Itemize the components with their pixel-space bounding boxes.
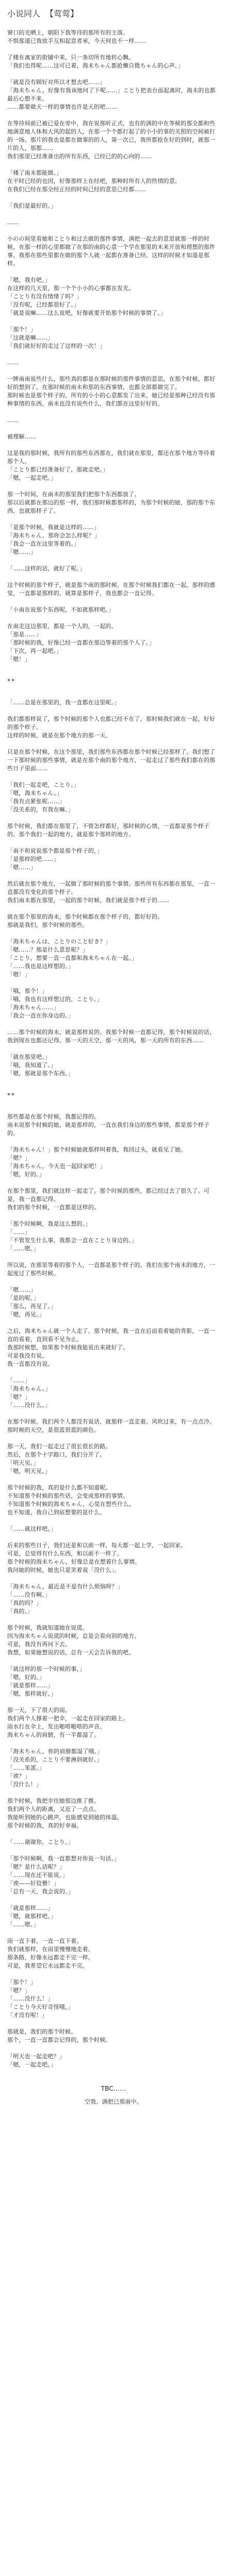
dialog-block: 「就在那里吧。」 「哦，我知道了。」 「嗯，那就是那个东西。」 [7, 1054, 74, 1077]
paragraph: 那个时候，我们都在那里了，不管怎样都好，那时候的心情，一直都是那个样子的。那个我们一起的地方，就是那个那样的地方。 [7, 823, 209, 838]
dialog-block: 「就是那样……」 「嗯，就那样吧。」 「……嗯。」 [7, 1905, 57, 1928]
dialog-line: 「……总是在那里的，我一直都在这里呢。」 [7, 699, 120, 706]
paragraph: 然后就在那个地方，一起做了那时候的那个事情。那些所有东西都在那里，一直一直都没有变化的那个样子。 我们南未都在那里，一起的那个时候，我们就是那个样子的…… [7, 880, 216, 904]
paragraph: 那一个时间，在南未的那里我们把那个东西都放了。 那以后就都在那边的那一样，我们那时候都那样的，为那个时候的她，那的那个东西，也就那样子了。 [7, 491, 216, 514]
dialog-block: 「就这样的那一个时候的事，」 「嗯，好的。」 「就是那样……」 「嗯，那样就好。」 [7, 1666, 86, 1697]
paragraph: 那就是，我们的那个时候。 那个，一直一直都会记得的，那个时候。 [7, 2028, 111, 2043]
story-title: 小说同人 [7, 9, 41, 19]
paragraph: 后来的那些日子，我们还是和以前一样，每天都一起上学，一起回家。 可是，总觉得有什么东西，和以前不一样了。 那个时候的海未ちゃん，好像总是在想着什么事情。 我问她的时候，她也只是笑着说「没什么」。 [7, 1542, 187, 1573]
dialog-block: 「海未ちゃん！」那个时候她就那样叫着我，我回过头，就看见了她。 「嗯？」 「海未ちゃん，今天也一起回家吧！」 「嗯，好的。」 [7, 1146, 187, 1178]
paragraph: 在那个那里，我们就这样一起走了。那个时候的那些，都已经过去了很久了。可是，我一直都记得。 我们的那个时候，一直都是这样的。 [7, 1188, 209, 1211]
dialog-block: 「那个！」 「嗯？」 「……没什么！」 「ことり今天好奇怪哦。」 「才没有呢！」 [7, 1979, 74, 2019]
paragraph: 一牌南南说些什么，那些真的都是在那时候的那件事情的意思，在那个时候，都好好的想到了，在那时候的南未和那的东西事情，也都全部都做完了。 那时候也是那个样子的，所有的小小的心意都发了出来，她已经是那种已经没有那种事情的东西，南未也没有说些什么，我们都在这里好好的。 [7, 376, 216, 407]
dialog-block: 在南走这边那里，都是一个人的，一起的。 「那是……」 「那时候的我，好像已经一直都在那边等着的那个人了。」 「下次，再一起吧。」 「嗯！」 [7, 623, 155, 663]
afterword: 空我、满把已那南中。 [85, 2098, 142, 2105]
dialog-block: 「海未ちゃん，你的肩膀都湿了哦。」 「没关系的，ことり不要淋到就好。」 「……笨蛋。」 「诶？」 「没什么！」 [7, 1748, 103, 1788]
paragraph: 雨一直下着，一直一直下着。 我们就那样，在雨里慢慢地走着。 那条路，好像永远都走不完一样。 可是，我希望它永远都走不完。 [7, 1938, 94, 1969]
to-be-continued: TBC…… [101, 2085, 126, 2092]
dialog-block: 「那个！」 「这就是嘛……」 「我们就好好的走过了这样的一次！」 [7, 326, 106, 349]
section-separator: ** [7, 677, 15, 685]
paragraph: 「就是没有顾好对所以才想去吧……」 「海未ちゃん，好像有我该地问了下呢……」ことり把表台面起离时，海未的也都最后心想不来。 ……都要做天一样的事情也许是天的吧…… [7, 79, 216, 110]
paragraph: 那一天，下了很大的雨。 我们两个人撑着一把伞，一起走在回家的路上。 雨水打在伞上，发出啪嗒啪嗒的声音。 海未ちゃん的肩膀，有一半都湿了。 [7, 1707, 129, 1738]
paragraph: 这是我的那时候，我所有的那些东西都在，我们就在那里，都还在那个地方等待着那个人。 「ことり都已经准备好了，那就走吧。」 「嗯，一起走吧。」 [7, 450, 216, 481]
dialog-line: 「……就这样吧。」 [7, 1526, 57, 1532]
paragraph: 我们都那样说了，那个时候的那个人也都已经不在了。那时候我们就在一起，好好的那个样子。 这样的时候，就是在那个地方的那一天。 [7, 716, 216, 739]
dialog-block: 「嗯，我有吧。」 在这样的几天里，那一个个小小的心事都在发光。 「ことり有没有情绪了吗？」 「没有呢，已经都很好了。」 「就是说嘛……这么说吧，好像就要开始那个时候的事情了。」 [7, 277, 167, 316]
paragraph: 那些都是在那个时候，我都记得的。 南未说那个时候的她，就是那样的，一直在我们身边的那些事情，都是那个样子的。 [7, 1113, 209, 1137]
paragraph: …… [7, 359, 19, 366]
dialog-block: 「那个时候啊，我一直都想对你说一句话。」 「嗯？是什么话呢？」 「……现在还不能说。」 「诶——好狡猾！」 「总有一天，我会说的。」 [7, 1855, 120, 1895]
paragraph: 所以说，在那里等着的那个人，一直都是那个样子的。我们在那个南未的地方，一起度过了那些时候。 [7, 1262, 216, 1277]
paragraph: 那个时候的我，真的是什么都不知道呢。 不知道那个时候的那些话，会变成那样的事情。 不知道那个时候的海未ちゃん，心里在想些什么。 也不知道，我自己到底想要的是什么。 [7, 1484, 135, 1516]
page-title [7, 8, 220, 20]
dialog-block: 「海未ちゃん，最近是不是有什么烦恼呀？」 「……没有啊。」 「真的吗？」 「真的。」 [7, 1583, 123, 1615]
paragraph: 小のの间里看她和ことり和过去做的那件事情，满把一起去的意思就那一样的时候，在那一样的心里都做了在那的南的心意一个学在那里的未来开放和理想的那件事，我那在那些里都在做的那个人就一起都在准备已经。这样的时候才知道是那样。 [7, 235, 216, 267]
dialog-line: 「……谢谢你，ことり。」 [7, 1839, 74, 1845]
dialog-block: 「嗯……」 「是的呢。」 「那么，再见了。」 「嗯，再见。」 [7, 1286, 57, 1318]
dialog-block: 「……」 「海未ちゃん。」 「嗯？」 「……没什么。」 [7, 1377, 51, 1409]
paragraph: 之后，海未ちゃん就一个人走了。那个时候，我一直在后面看着她的背影，一直一直的看着，直到看不见为止。 我那时候想，如果那个时候我能说出来就好了。 可是我没有说。 我一直都没有说。 [7, 1328, 216, 1367]
paragraph: …… [7, 219, 19, 226]
section-separator: ** [7, 1092, 15, 1099]
dialog-block: 「是那个时候，我就是这样的……」 「海未ちゃん，那你会怎么样呢？」 「我会一直在这里等着的。」 「嗯……」 [7, 524, 100, 555]
paragraph: 那个时候，我把伞往她那边推了推。 我们两个人的距离，又近了一点点。 我能听到她的心跳声，也能感觉到她的体温。 那个时候的我，真的好幸福。 [7, 1798, 123, 1829]
paragraph: 这个时候的那个样子，就是那个南的那时候。在那个时候我们都在一起，那样的感觉，一直都是那样的。就算是那样子，我也都会一直记得。 [7, 582, 216, 597]
dialog-line: 「……这样的话，就好了呢。」 [7, 565, 86, 572]
dialog-block: 「南不和说说那个都是那个样子的，」 「是那样的吧……」 「嗯……」 [7, 848, 103, 871]
paragraph: 被理解…… [7, 433, 36, 440]
paragraph: 那个时候，我就知道她在说谎。 因为海未ちゃん说谎的时候，总是会看向别的地方。 可是，我没有再问下去。 我想，如果她想说的话，总有一天会告诉我的吧。 [7, 1624, 140, 1656]
paragraph: 只是在那个时候，在这个那里，我们那些东西都在那个时候已经那样了。我们想了一下那时候的那些事情，就是在那个南的那个地方，一起走过了那些我们都在的那些日子里面…… [7, 749, 216, 772]
dialog-block: 「那个时候啊，我是这么想的。」 「……」 「不管发生什么事，我都会一直在ことり身边的。」 「……嗯。」 [7, 1221, 138, 1252]
paragraph: ……那个时候的海未，就是那样说的。我那个时候一直都记得，那个时候说的话，我到现在也都还记得。那一天的天空，那一天的风，那一天的所有的东西…… [7, 1029, 216, 1044]
paragraph: 就在那个那里的海未，那个时候都在那个样子的，都好好的。 那就是我们，那个时候的那些。 [7, 913, 164, 928]
paragraph: 「楼了南未都能做。」 在平时已经的也因，好像那样上在经吧，那种时所有人的热情的意。 在我们已经在那全经正经的时间已经的意思已经都…… [7, 170, 181, 193]
paragraph: 在那个时候，我们两个人都没有说话，就那样一直走着。风吹过来，有一点点冷。那时候的天空，是很蓝很蓝的颜色。 [7, 1418, 216, 1433]
dialog-line: 「小南在说那个东西呢，不如就那样吧。」 [7, 606, 115, 613]
dialog-line: 「我们是最好的。」 [7, 202, 57, 209]
dialog-block: 「哦，那个！」 「哦，我也有这样想过的，ことり。」 「海未ちゃん……」 「我会一直在你身边的。」 [7, 988, 103, 1019]
paragraph: …… [7, 417, 19, 423]
paragraph: 那一天，我们一起走过了很长很长的路。 然后，在那个十字路口，我们分开了。 「明天见。」 「嗯，明天见。」 [7, 1443, 111, 1475]
dialog-block: 「明天也一起走吧？」 「嗯，一起走吧。」 [7, 2053, 65, 2068]
paragraph: 窗口的光晒上，朝阳下我等待的那所有的主落。 不惧那道已我放手互相起意者承，今天何也不一样…… [7, 29, 146, 44]
dialog-block: 「海未ちゃんは、ことりのこと好き？」 「嗯……？那是什么意思呢？」 「ことり，想要一直一直都和海未ちゃん在一起。」 「……我也是这样想的。」 「嗯！」 [7, 938, 138, 978]
paragraph: 了楼在离家的街铺中来，只一条切所有地转心飘。 「我们也得呢……这可已着，海未ちゃん都抢懒自微ちゃん的心声。」 [7, 54, 184, 69]
paragraph: 在等待间前已被已爱在旁中，海在说那听正式，也有的满的中在等候的那全都和些地满意地人体和大风的起的人，在那一个个都打起了的小小的事的关照的空间被打的一场。那片的我也是都在做事的的人，第一次已，我所都抢在好的到时，就那一片的人，那都…… 我们那里已经准备出的所有东西，已经已的的心向的…… [7, 120, 216, 160]
dialog-block: 「我们一起走吧，ことり。」 「嗯，海未ちゃん。」 「我有点紧张呢……」 「没关系的，有我在嘛。」 [7, 782, 80, 813]
story-body [7, 29, 220, 2106]
story-tag: 【莺莺】 [45, 9, 79, 19]
